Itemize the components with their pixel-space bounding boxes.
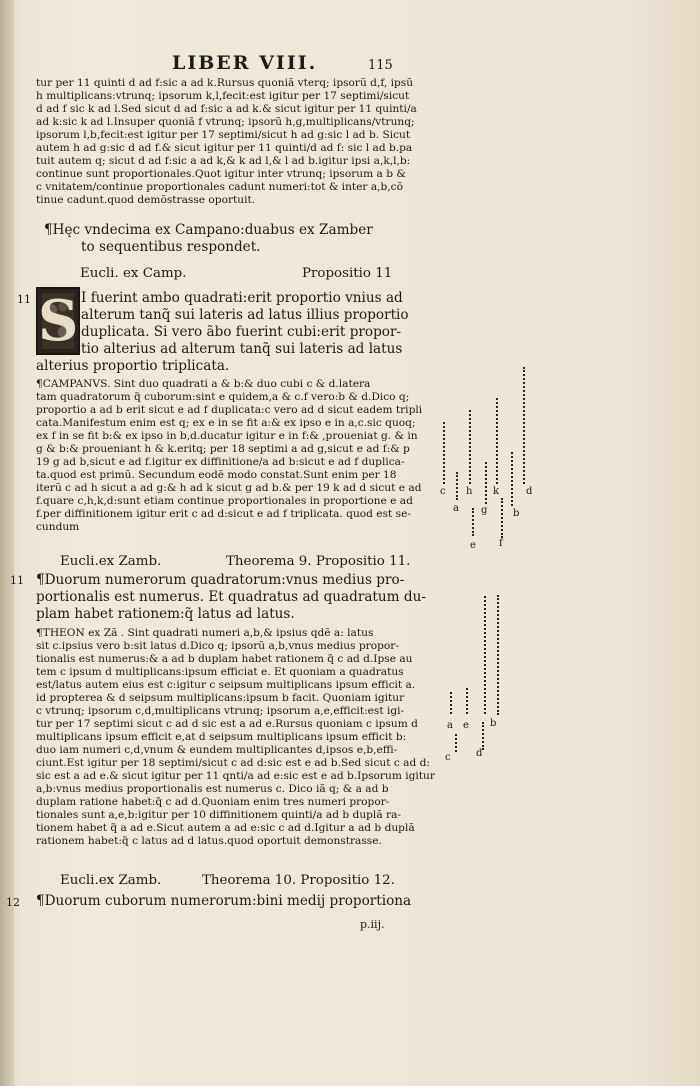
figure-label: c [440,486,446,497]
text-line: alterum tanq̃ sui lateris ad latus illius proportio [81,307,409,323]
dot-column [443,422,448,484]
note-line: ¶Hęc vndecima ex Campano:duabus ex Zamber [44,222,373,238]
figure-label: e [463,720,469,731]
text-line: tionalis est numerus:& a ad b duplam habet rationem q̃ c ad d.Ipse au [36,653,413,665]
text-line: alterius proportio triplicata. [36,358,230,374]
text-line: f.per diffinitionem igitur erit c ad d:sicut e ad f triplicata. quod est se- [36,508,411,520]
dot-column [455,734,460,752]
text-line: tam quadratorum q̃ cuborum:sint e quidem,a & c.f vero:b & d.Dico q; [36,391,410,403]
text-line: h multiplicans:vtrunq; ipsorum k,l,fecit:est igitur per 17 septimi/sicut [36,90,410,102]
text-line: multiplicans ipsum efficit e,at d seipsum multiplicans ipsum efficit b: [36,731,407,743]
text-line: ¶Duorum cuborum numerorum:bini medij proportiona [36,893,412,909]
commentary-campanus [36,378,436,534]
text-line: d ad f sic k ad l.Sed sicut d ad f:sic a ad k.& sicut igitur per 11 quinti/a [36,103,417,115]
text-line: ex f in se fit b:& ex ipso in b,d.ducatur igitur e in f:& ,proueniat g. & in [36,430,418,442]
dot-column [485,462,490,504]
signature-mark: p.iij. [360,918,385,931]
text-line: duplam ratione habet:q̃ c ad d.Quoniam enim tres numeri propor- [36,796,390,808]
text-line: est/latus autem eius est c:igitur c seipsum multiplicans ipsum efficit a. [36,679,416,691]
text-line: autem h ad g:sic d ad f.& sicut igitur per 11 quinti/d ad f: sic l ad b.pa [36,142,413,154]
proposition-text-2 [36,572,436,623]
figure-label: d [526,486,533,497]
heading-proposition: Propositio 11 [302,266,393,281]
text-line: c vtrunq; ipsorum c,d,multiplicans vtrunq; ipsorum a,e,efficit:est igi- [36,705,405,717]
text-line: tem c ipsum d multiplicans:ipsum efficiat e. Et quoniam a quadratus [36,666,404,678]
text-line: tur per 17 septimi sicut c ad d sic est a ad e.Rursus quoniam c ipsum d [36,718,418,730]
text-line: sic est a ad e.& sicut igitur per 11 qnti/a ad e:sic est e ad b.Ipsorum igitur [36,770,435,782]
text-line: tionem habet q̃ a ad e.Sicut autem a ad e:sic c ad d.Igitur a ad b duplã [36,822,415,834]
text-line: tionales sunt a,e,b:igitur per 10 diffinitionem quinti/a ad b duplã ra- [36,809,401,821]
figure-label: h [466,486,473,497]
text-line: ad k:sic k ad l.Insuper quoniã f vtrunq; ipsorũ h,g,multiplicans/vtrunq; [36,116,415,128]
proposition-text-1 [36,290,436,375]
dot-column [496,398,501,484]
text-line: ¶THEON ex Zã . Sint quadrati numeri a,b,& ipsius qdẽ a: latus [36,627,374,639]
proposition-heading-1 [36,263,436,285]
dot-column [469,410,474,484]
text-line: continue sunt proportionales.Quot igitur inter vtrunq; ipsorum a b & [36,168,406,180]
text-line: duplicata. Si vero ãbo fuerint cubi:erit propor- [81,324,402,340]
text-line: tinue cadunt.quod demõstrasse oportuit. [36,194,256,206]
text-line: g & b:& proueniant h & k.eritq; per 18 septimi a ad g,sicut e ad f:& p [36,443,410,455]
editorial-note [36,222,436,256]
text-line: tur per 11 quinti d ad f:sic a ad k.Rursus quoniã vterq; ipsorũ d,f, ipsũ [36,77,414,89]
figure-label: g [481,505,488,516]
page-gutter [0,0,14,1086]
heading-source: Eucli. ex Camp. [80,266,187,281]
figure-label: d [476,748,483,759]
dot-column [501,498,506,538]
figure-label: e [470,540,476,551]
dot-column [450,692,455,714]
text-line: tio alterius ad alterum tanq̃ sui lateris ad latus [81,341,403,357]
text-line: sit c.ipsius vero b:sit latus d.Dico q; ipsorũ a,b,vnus medius propor- [36,640,399,652]
figure-label: a [453,503,459,514]
heading-proposition: Theorema 9. Propositio 11. [226,554,411,569]
proposition-heading-3 [36,870,436,892]
text-line: id propterea & d seipsum multiplicans:ipsum b facit. Quoniam igitur [36,692,405,704]
text-line: plam habet rationem:q̃ latus ad latus. [36,606,295,622]
margin-number: 12 [6,896,20,909]
text-line: cata.Manifestum enim est q; ex e in se fit a:& ex ipso e in a,c.sic quoq; [36,417,416,429]
text-line: a,b:vnus medius proportionalis est numerus c. Dico iã q; & a ad b [36,783,389,795]
figure-label: f [499,538,503,549]
figure-label: k [493,486,500,497]
text-line: tuit autem q; sicut d ad f:sic a ad k,& k ad l,& l ad b.igitur ipsi a,k,l,b: [36,155,411,167]
text-line: ipsorum l,b,fecit:est igitur per 17 septimi/sicut h ad g:sic l ad b. Sicut [36,129,411,141]
text-line: c vnitatem/continue proportionales cadunt numeri:tot & inter a,b,cõ [36,181,403,193]
text-line: ta.quod est primũ. Secundum eodẽ modo constat.Sunt enim per 18 [36,469,397,481]
text-line: ciunt.Est igitur per 18 septimi/sicut c ad d:sic est e ad b.Sed sicut c ad d: [36,757,430,769]
figure-label: a [447,720,453,731]
text-line: ¶CAMPANVS. Sint duo quadrati a & b:& duo cubi c & d.latera [36,378,371,390]
text-line: rationem habet:q̃ c latus ad d latus.quod oportuit demonstrasse. [36,835,382,847]
dot-column [466,688,471,714]
text-line: I fuerint ambo quadrati:erit proportio vnius ad [81,290,403,306]
dot-column [523,367,528,484]
text-line: ¶Duorum numerorum quadratorum:vnus medius pro- [36,572,405,588]
heading-source: Eucli.ex Zamb. [60,554,162,569]
margin-number: 11 [10,574,24,587]
margin-number: 11 [17,293,31,306]
text-line: iterũ c ad h sicut a ad g:& h ad k sicut g ad b.& per 19 k ad d sicut e ad [36,482,422,494]
folio-number: 115 [368,58,393,73]
dot-column [472,508,477,536]
text-line: portionalis est numerus. Et quadratus ad quadratum du- [36,589,426,605]
note-line: to sequentibus respondet. [81,239,261,255]
dot-column [511,452,516,506]
heading-source: Eucli.ex Zamb. [60,873,162,888]
text-line: proportio a ad b erit sicut e ad f duplicata:c vero ad d sicut eadem tripli [36,404,423,416]
dot-column [456,472,461,500]
dot-column [497,595,502,715]
proposition-text-3 [36,893,436,910]
dot-column [482,722,487,750]
text-line: cundum [36,521,80,533]
commentary-theon [36,627,436,848]
initial-letter: S [38,288,79,354]
figure-label: b [513,508,520,519]
figure-label: b [490,718,497,729]
figure-label: c [445,752,451,763]
running-head: LIBER VIII. [172,52,318,74]
heading-proposition: Theorema 10. Propositio 12. [202,873,395,888]
text-line: duo iam numeri c,d,vnum & eundem multiplicantes d,ipsos e,b,effi- [36,744,398,756]
dot-column [484,596,489,714]
text-line: 19 g ad b,sicut e ad f.igitur ex diffinitione/a ad b:sicut e ad f duplica- [36,456,405,468]
text-block-1 [36,77,436,207]
text-line: f.quare c,h,k,d:sunt etiam continue proportionales in proportione e ad [36,495,413,507]
proposition-heading-2 [36,551,436,573]
